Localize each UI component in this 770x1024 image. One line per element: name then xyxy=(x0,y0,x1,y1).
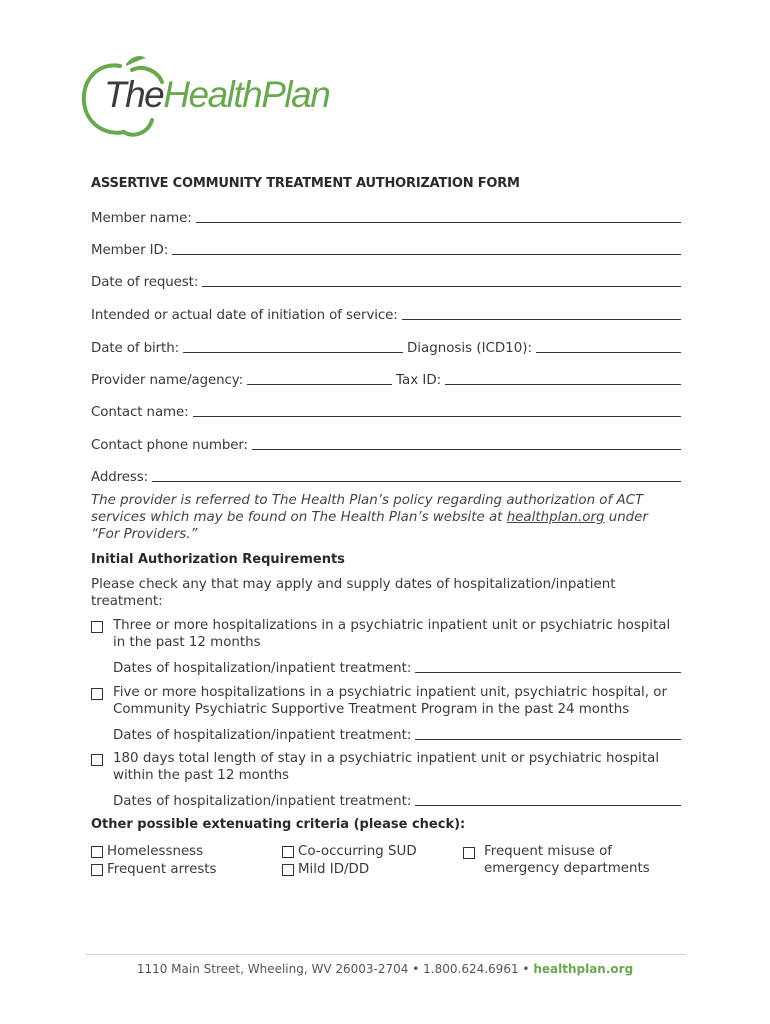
criterion-1-dates-line[interactable] xyxy=(415,658,681,673)
dob-line[interactable] xyxy=(183,338,403,353)
dob-diagnosis-row[interactable]: Date of birth: Diagnosis (ICD10): xyxy=(91,336,681,356)
initial-intro: Please check any that may apply and supply dates of hospitalization/inpatient treatment: xyxy=(91,577,616,609)
checkbox-frequent-arrests[interactable] xyxy=(91,864,103,876)
provider-taxid-row[interactable]: Provider name/agency: Tax ID: xyxy=(91,368,681,388)
footer-phone: 1.800.624.6961 xyxy=(423,962,519,976)
tax-id-line[interactable] xyxy=(445,370,681,385)
other-criteria-heading: Other possible extenuating criteria (please check): xyxy=(91,817,466,832)
contact-phone-line[interactable] xyxy=(252,435,681,450)
checkbox-three-hospitalizations[interactable] xyxy=(91,621,103,633)
criterion-1-dates[interactable]: Dates of hospitalization/inpatient treatment: xyxy=(113,658,681,676)
criterion-3-text: 180 days total length of stay in a psychiatric inpatient unit or psychiatric hospital within the past 12 months xyxy=(113,751,660,783)
criterion-3-dates-line[interactable] xyxy=(415,791,681,806)
diagnosis-line[interactable] xyxy=(536,338,681,353)
date-initiation-line[interactable] xyxy=(402,305,681,320)
criterion-3-dates[interactable]: Dates of hospitalization/inpatient treatment: xyxy=(113,791,681,809)
address-field[interactable]: Address: xyxy=(91,465,681,485)
criterion-2-dates-line[interactable] xyxy=(415,725,681,740)
contact-name-line[interactable] xyxy=(193,402,681,417)
member-id-line[interactable] xyxy=(172,240,681,255)
health-plan-logo xyxy=(80,52,340,140)
criterion-1-text: Three or more hospitalizations in a psychiatric inpatient unit or psychiatric hospital in the past 12 months xyxy=(113,618,671,650)
footer-divider xyxy=(86,954,686,955)
member-name-line[interactable] xyxy=(196,208,681,223)
date-of-request-line[interactable] xyxy=(202,272,681,287)
initial-requirements-heading: Initial Authorization Requirements xyxy=(91,552,345,567)
footer: 1110 Main Street, Wheeling, WV 26003-2704 • 1.800.624.6961 • healthplan.org xyxy=(136,962,634,976)
footer-address: 1110 Main Street, Wheeling, WV 26003-2704 xyxy=(136,962,409,976)
checkbox-five-hospitalizations[interactable] xyxy=(91,688,103,700)
checkbox-frequent-misuse[interactable] xyxy=(463,847,475,859)
checkbox-180-days[interactable] xyxy=(91,754,103,766)
option-co-occurring-sud[interactable]: Co-occurring SUD xyxy=(282,843,417,860)
footer-website-link[interactable]: healthplan.org xyxy=(533,962,634,976)
option-homelessness[interactable]: Homelessness xyxy=(91,843,203,860)
provider-line[interactable] xyxy=(247,370,392,385)
provider-note: The provider is referred to The Health Plan’s policy regarding authorization of ACT services which may be found on The Health Plan’s website at healthplan.org under “For Providers.” xyxy=(91,493,648,542)
option-mild-id-dd[interactable]: Mild ID/DD xyxy=(282,861,369,878)
checkbox-homelessness[interactable] xyxy=(91,846,103,858)
checkbox-co-occurring-sud[interactable] xyxy=(282,846,294,858)
option-frequent-misuse-text: Frequent misuse of emergency departments xyxy=(484,844,650,876)
address-line[interactable] xyxy=(152,467,681,482)
checkbox-mild-id-dd[interactable] xyxy=(282,864,294,876)
option-frequent-arrests[interactable]: Frequent arrests xyxy=(91,861,217,878)
website-link[interactable]: healthplan.org xyxy=(506,510,605,525)
logo-wordmark: TheHealthPlan xyxy=(104,74,330,115)
contact-name-field[interactable]: Contact name: xyxy=(91,400,681,420)
contact-phone-field[interactable]: Contact phone number: xyxy=(91,433,681,453)
criterion-2-text: Five or more hospitalizations in a psychiatric inpatient unit, psychiatric hospital, or Community Psychiatric Supportive Treatment Program in the past 24 months xyxy=(113,685,667,717)
member-id-field[interactable]: Member ID: xyxy=(91,238,681,258)
member-name-field[interactable]: Member name: xyxy=(91,206,681,226)
date-initiation-field[interactable]: Intended or actual date of initiation of service: xyxy=(91,303,681,323)
form-title: ASSERTIVE COMMUNITY TREATMENT AUTHORIZATION FORM xyxy=(91,176,520,191)
date-of-request-field[interactable]: Date of request: xyxy=(91,270,681,290)
criterion-2-dates[interactable]: Dates of hospitalization/inpatient treatment: xyxy=(113,725,681,743)
